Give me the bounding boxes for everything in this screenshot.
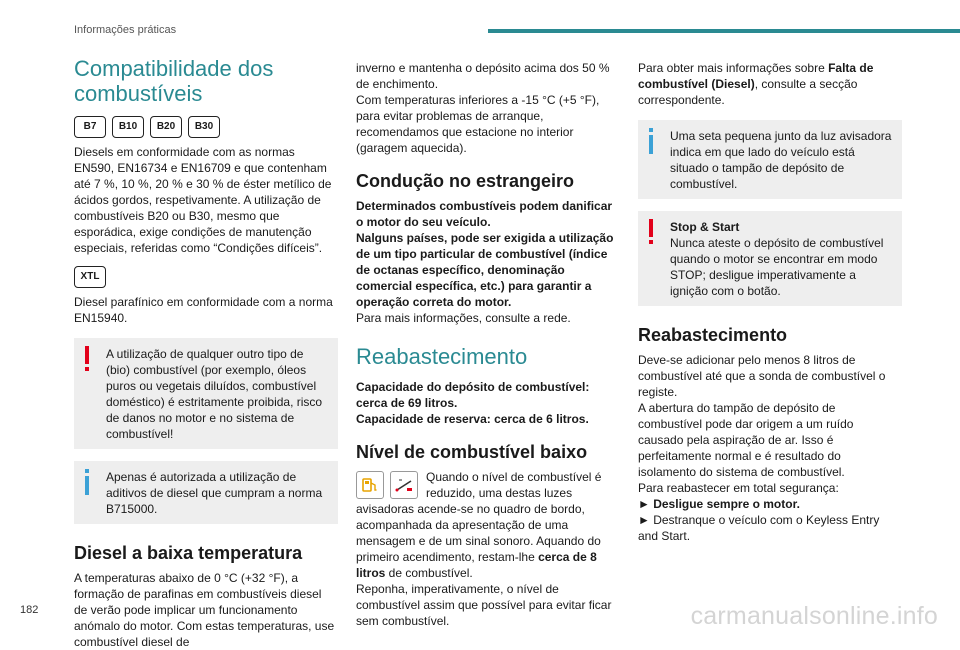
- info-text: Apenas é autorizada a utilização de aditivos de diesel que cumpram a norma B715000.: [106, 470, 323, 516]
- more-info-pre: Para obter mais informações sobre: [638, 61, 829, 75]
- info-icon: [646, 128, 656, 154]
- info-note-arrow: [638, 120, 902, 199]
- info-note: [74, 461, 338, 524]
- refuelling-text: Deve-se adicionar pelo menos 8 litros de combustível até que a sonda de combustível o registe. A abertura do tampão de depósito de combustível pode dar origem a um ruído causado pela aspiração de ar. Isso é perfeitamente normal e é resultado do isolamento do sistema de combustível. Para reabastecer em total segurança:: [638, 353, 886, 495]
- more-info-text: [638, 60, 902, 108]
- winter-diesel-text: inverno e mantenha o depósito acima dos 50 % de enchimento. Com temperaturas inferiores a -15 °C (+5 °F), para evitar problemas de arranque, recomendamos que estacione no interior (garagem aquecida).: [356, 61, 610, 155]
- low-fuel-block: [356, 469, 620, 629]
- low-fuel-reserve: cerca de 8 litros: [356, 550, 597, 580]
- column-2: [356, 60, 620, 629]
- warning-exclamation-icon: [82, 346, 92, 372]
- section-title-refuelling: Reabastecimento: [356, 344, 528, 369]
- fuel-pump-warning-icon: [356, 471, 384, 499]
- section-title-low-fuel: Nível de combustível baixo: [356, 442, 588, 462]
- low-fuel-text-pre: Quando o nível de combustível é reduzido, uma destas luzes avisadoras acende-se no quadro de bordo, acompanhada da apresentação de uma mensagem e de um sinal sonoro. Aquando do primeiro acendimento, restam-lhe: [356, 470, 602, 564]
- section-title-driving-abroad: Condução no estrangeiro: [356, 171, 575, 191]
- refuel-step-2: [638, 512, 902, 544]
- page-number: 182: [20, 604, 39, 616]
- section-title-cold-diesel: Diesel a baixa temperatura: [74, 543, 303, 563]
- step-arrow-icon: ►: [638, 513, 654, 527]
- watermark: carmanualsonline.info: [690, 602, 938, 630]
- badge-xtl: XTL: [74, 266, 106, 288]
- driving-abroad-bold-text: Determinados combustíveis podem danificar o motor do seu veículo. Nalguns países, pode ser exigida a utilização de um tipo particular de combustível (índice de octanas específico, denominação comercial específica, etc.) para garantir a operação correta do motor.: [356, 199, 614, 309]
- paraffinic-diesel-text: Diesel parafínico em conformidade com a norma EN15940.: [74, 295, 333, 325]
- more-info-link-title: Falta de combustível (Diesel): [638, 61, 874, 91]
- info-icon: [82, 469, 92, 495]
- badge-b20: B20: [150, 116, 182, 138]
- xtl-badge-row: [74, 266, 338, 288]
- cold-diesel-text: A temperaturas abaixo de 0 °C (+32 °F), a formação de parafinas em combustíveis diesel de verão pode implicar um funcionamento anómalo do motor. Com estas temperaturas, use combustível diesel de: [74, 571, 335, 649]
- low-fuel-warning-lights: [356, 471, 418, 499]
- section-title-refuelling-steps: Reabastecimento: [638, 325, 788, 345]
- low-fuel-text-post: de combustível. Reponha, imperativamente, o nível de combustível assim que possível para evitar ficar sem combustível.: [356, 566, 612, 628]
- driving-abroad-text: Para mais informações, consulte a rede.: [356, 311, 571, 325]
- badge-b7: B7: [74, 116, 106, 138]
- stop-start-title: Stop & Start: [670, 220, 740, 234]
- arrow-info-text: Uma seta pequena junto da luz avisadora indica em que lado do veículo está situado o tampão de depósito de combustível.: [670, 129, 892, 191]
- tank-capacity-text: Capacidade do depósito de combustível: cerca de 69 litros. Capacidade de reserva: cerca de 6 litros.: [356, 380, 590, 426]
- warning-note-stop-start: [638, 211, 902, 306]
- diesel-standards-text: Diesels em conformidade com as normas EN590, EN16734 e EN16709 e que contenham até 7 %, 10 %, 20 % e 30 % de éster metílico de ácidos gordos, respetivamente. A utilização de combustíveis B20 ou B30, mesmo que esporádica, exige condições de manutenção especiais, referidas como “Condições difíceis”.: [74, 145, 332, 255]
- step-arrow-icon: ►: [638, 497, 654, 511]
- column-3: [638, 60, 902, 544]
- step-2-text: Destranque o veículo com o Keyless Entry and Start.: [638, 513, 880, 543]
- step-1-text: Desligue sempre o motor.: [653, 497, 800, 511]
- column-1: [74, 56, 338, 650]
- header-accent-bar: [488, 29, 960, 33]
- running-header: Informações práticas: [74, 24, 177, 36]
- more-info-post: , consulte a secção correspondente.: [638, 77, 858, 107]
- stop-start-text: Nunca ateste o depósito de combustível quando o motor se encontrar em modo STOP; desligue imperativamente a ignição com o botão.: [670, 236, 884, 298]
- badge-b30: B30: [188, 116, 220, 138]
- warning-exclamation-icon: [646, 219, 656, 245]
- fuel-gauge-warning-icon: [390, 471, 418, 499]
- section-title-fuel-compatibility: Compatibilidade dos combustíveis: [74, 56, 274, 106]
- warning-text: A utilização de qualquer outro tipo de (bio) combustível (por exemplo, óleos puros ou vegetais diluídos, combustível doméstico) é estritamente proibida, risco de danos no motor e no sistema de combustível!: [106, 347, 323, 441]
- refuel-step-1: [638, 496, 902, 512]
- fuel-badges: [74, 116, 338, 138]
- warning-note: [74, 338, 338, 449]
- badge-b10: B10: [112, 116, 144, 138]
